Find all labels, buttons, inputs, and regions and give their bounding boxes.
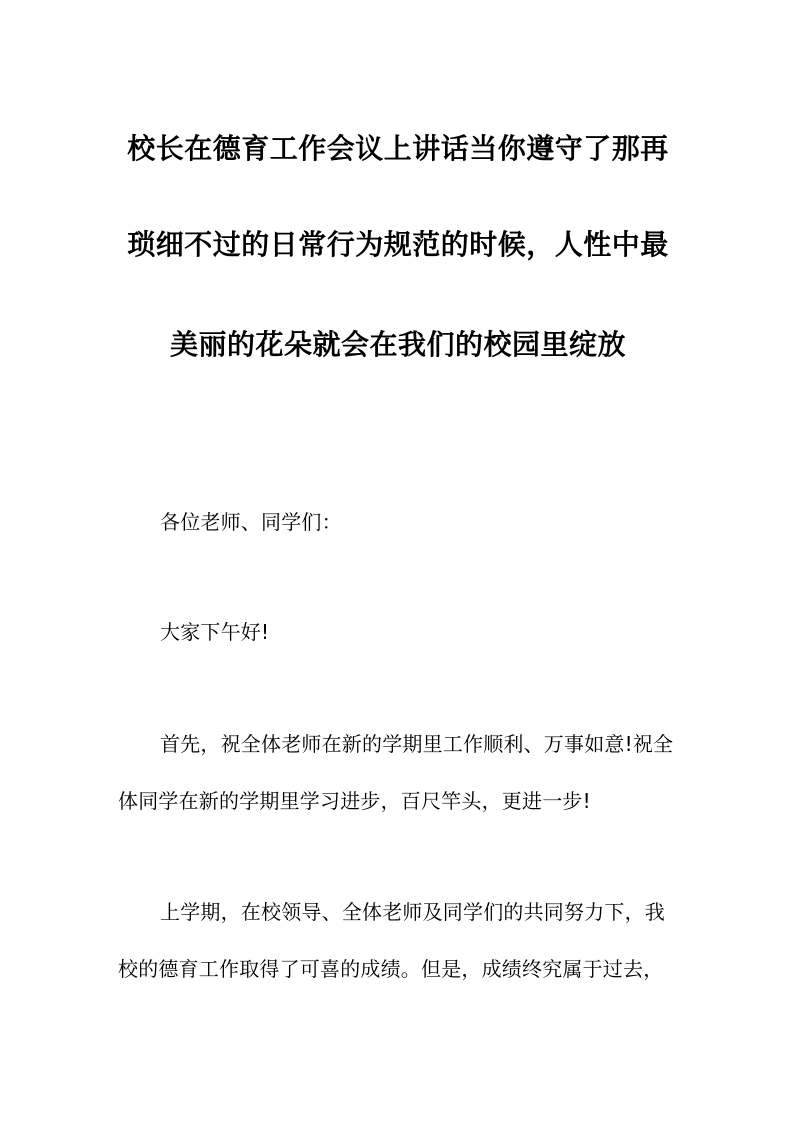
document-title-line-2: 琐细不过的日常行为规范的时候，人性中最 — [127, 228, 669, 261]
paragraph-line: 上学期，在校领导、全体老师及同学们的共同努力下，我 — [160, 900, 665, 924]
document-title-line-3: 美丽的花朵就会在我们的校园里绽放 — [169, 328, 626, 361]
paragraph-achievements — [118, 884, 678, 998]
paragraph-line: 首先，祝全体老师在新的学期里工作顺利、万事如意!祝全 — [160, 732, 674, 756]
paragraph-line: 校的德育工作取得了可喜的成绩。但是，成绩终究属于过去， — [118, 957, 664, 981]
document-title-line-1: 校长在德育工作会议上讲话当你遵守了那再 — [127, 132, 669, 165]
paragraph-line: 大家下午好! — [160, 620, 270, 644]
paragraph-line: 体同学在新的学期里学习进步，百尺竿头，更进一步! — [118, 789, 591, 813]
paragraph-salutation — [118, 494, 678, 551]
paragraph-wishes — [118, 716, 678, 830]
paragraph-line: 各位老师、同学们： — [160, 510, 342, 534]
paragraph-greeting — [118, 604, 678, 661]
